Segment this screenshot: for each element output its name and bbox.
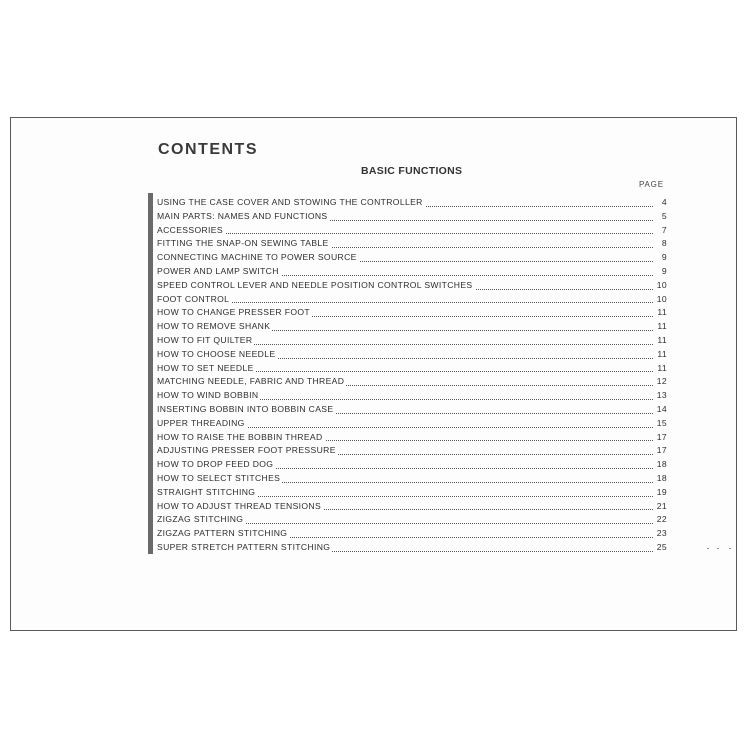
toc-entry [157, 265, 667, 279]
toc-entry-page: 11 [653, 334, 667, 348]
table-of-contents [157, 196, 667, 555]
toc-entry-title: HOW TO FIT QUILTER [157, 334, 253, 345]
toc-entry [157, 293, 667, 307]
scan-speck [707, 548, 709, 549]
toc-entry-title: UPPER THREADING [157, 417, 245, 428]
toc-entry-title: CONNECTING MACHINE TO POWER SOURCE [157, 252, 357, 263]
toc-entry-page: 12 [653, 375, 667, 389]
toc-entry-page: 5 [653, 210, 667, 224]
toc-entry-page: 13 [653, 389, 667, 403]
toc-entry-title: STRAIGHT STITCHING [157, 486, 256, 497]
toc-entry [157, 472, 667, 486]
toc-entry [157, 500, 667, 514]
toc-entry-page: 11 [653, 320, 667, 334]
scan-speck [729, 548, 731, 549]
toc-entry-title: HOW TO RAISE THE BOBBIN THREAD [157, 431, 323, 442]
toc-entry [157, 417, 667, 431]
toc-entry-title: SUPER STRETCH PATTERN STITCHING [157, 541, 331, 552]
dot-leader [157, 302, 653, 303]
toc-entry [157, 403, 667, 417]
toc-entry-title: HOW TO SELECT STITCHES [157, 472, 281, 483]
toc-entry-title: ZIGZAG PATTERN STITCHING [157, 528, 288, 539]
toc-entry-title: HOW TO WIND BOBBIN [157, 390, 259, 401]
toc-entry-title: HOW TO DROP FEED DOG [157, 459, 274, 470]
toc-entry-page: 18 [653, 458, 667, 472]
toc-entry-page: 11 [653, 306, 667, 320]
toc-entry-page: 22 [653, 513, 667, 527]
toc-entry [157, 389, 667, 403]
toc-entry-page: 11 [653, 348, 667, 362]
toc-entry [157, 444, 667, 458]
toc-entry [157, 196, 667, 210]
page-column-label: PAGE [639, 180, 664, 189]
scan-speck [717, 548, 719, 549]
toc-entry-title: ZIGZAG STITCHING [157, 514, 244, 525]
toc-entry-page: 19 [653, 486, 667, 500]
toc-entry-title: HOW TO REMOVE SHANK [157, 321, 271, 332]
toc-entry-page: 4 [653, 196, 667, 210]
toc-entry-title: FOOT CONTROL [157, 293, 230, 304]
toc-entry-page: 21 [653, 500, 667, 514]
toc-entry [157, 527, 667, 541]
toc-entry [157, 251, 667, 265]
toc-entry-title: MATCHING NEEDLE, FABRIC AND THREAD [157, 376, 345, 387]
toc-entry-page: 10 [653, 293, 667, 307]
toc-entry [157, 541, 667, 555]
toc-entry-page: 14 [653, 403, 667, 417]
toc-entry [157, 224, 667, 238]
toc-entry [157, 210, 667, 224]
toc-entry-title: MAIN PARTS: NAMES AND FUNCTIONS [157, 210, 328, 221]
toc-entry-title: HOW TO CHANGE PRESSER FOOT [157, 307, 310, 318]
toc-entry-title: ACCESSORIES [157, 224, 223, 235]
toc-entry-page: 17 [653, 444, 667, 458]
toc-entry [157, 375, 667, 389]
toc-entry [157, 486, 667, 500]
toc-entry [157, 513, 667, 527]
toc-entry-title: HOW TO SET NEEDLE [157, 362, 254, 373]
contents-heading: CONTENTS [158, 141, 258, 158]
toc-entry-page: 23 [653, 527, 667, 541]
toc-entry [157, 431, 667, 445]
toc-entry-page: 10 [653, 279, 667, 293]
toc-entry-page: 15 [653, 417, 667, 431]
toc-entry-title: INSERTING BOBBIN INTO BOBBIN CASE [157, 403, 334, 414]
toc-entry [157, 237, 667, 251]
toc-entry-title: POWER AND LAMP SWITCH [157, 265, 279, 276]
toc-entry-page: 7 [653, 224, 667, 238]
toc-entry-page: 11 [653, 362, 667, 376]
toc-entry-title: ADJUSTING PRESSER FOOT PRESSURE [157, 445, 336, 456]
toc-entry-page: 25 [653, 541, 667, 555]
toc-entry-page: 17 [653, 431, 667, 445]
margin-bar [148, 193, 153, 554]
toc-entry [157, 348, 667, 362]
toc-entry-page: 9 [653, 251, 667, 265]
toc-entry [157, 279, 667, 293]
toc-entry-page: 8 [653, 237, 667, 251]
toc-entry [157, 362, 667, 376]
dot-leader [157, 233, 653, 234]
toc-entry [157, 320, 667, 334]
toc-entry-title: USING THE CASE COVER AND STOWING THE CONTROLLER [157, 197, 423, 207]
toc-entry [157, 458, 667, 472]
section-heading: BASIC FUNCTIONS [361, 165, 463, 177]
toc-entry [157, 306, 667, 320]
toc-entry-title: HOW TO CHOOSE NEEDLE [157, 348, 276, 359]
toc-entry-title: SPEED CONTROL LEVER AND NEEDLE POSITION CONTROL SWITCHES [157, 279, 473, 290]
toc-entry [157, 334, 667, 348]
toc-entry-title: HOW TO ADJUST THREAD TENSIONS [157, 500, 322, 511]
toc-entry-page: 18 [653, 472, 667, 486]
toc-entry-title: FITTING THE SNAP-ON SEWING TABLE [157, 238, 329, 249]
toc-entry-page: 9 [653, 265, 667, 279]
